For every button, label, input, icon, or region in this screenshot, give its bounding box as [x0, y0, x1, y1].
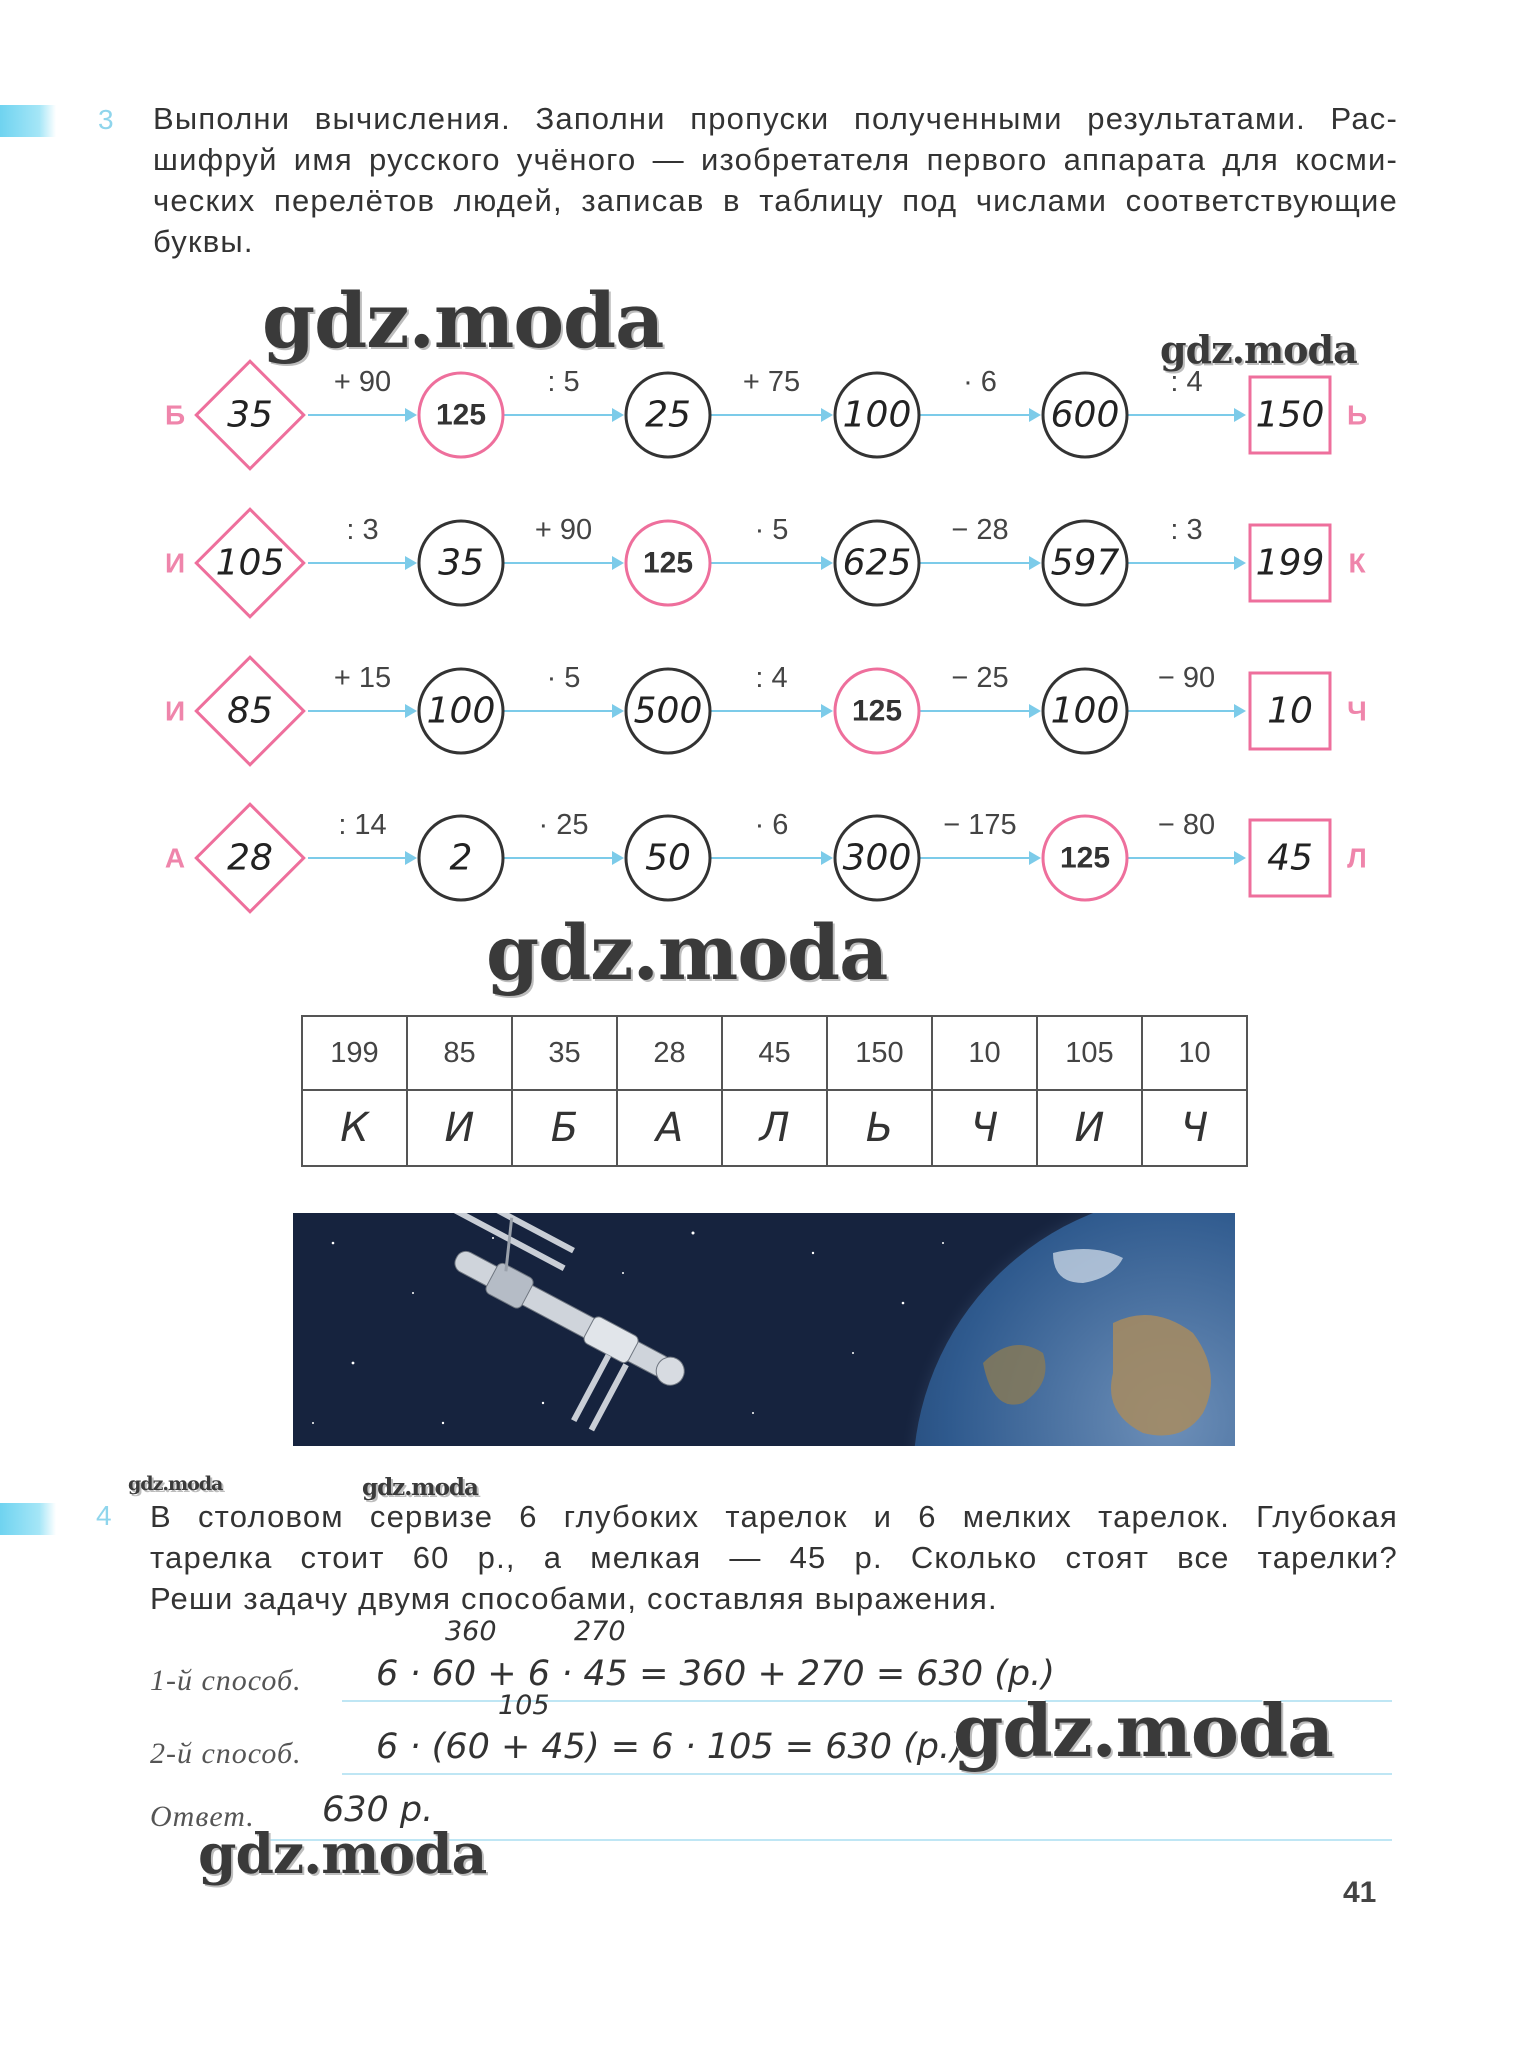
chain-operation: + 90: [534, 514, 593, 546]
decode-number-cell: 150: [827, 1016, 932, 1090]
chain-printed-value: 125: [851, 694, 903, 728]
space-station: [379, 1213, 711, 1446]
chain-arrowhead: [612, 704, 624, 718]
chain-printed-value: 125: [435, 398, 487, 432]
chain-operation: − 175: [943, 809, 1017, 841]
chain-arrowhead: [612, 556, 624, 570]
chain-operation: : 3: [1170, 514, 1203, 546]
chain-arrowhead: [612, 408, 624, 422]
chain-end-letter: Ч: [1347, 695, 1367, 727]
chain-arrowhead: [821, 408, 833, 422]
decode-letter-cell: Б: [512, 1090, 617, 1166]
chain-operation: : 14: [338, 809, 387, 841]
chain-arrowhead: [1029, 851, 1041, 865]
task-4-text: [150, 1496, 1398, 1619]
chain-start-letter: Б: [164, 399, 186, 431]
chain-written-value: 35: [227, 394, 273, 436]
watermark: gdz.moda: [486, 908, 888, 997]
watermark: gdz.moda: [362, 1474, 478, 1501]
task-3-line-1: Выполни вычисления. Заполни пропуски полученными результатами. Рас-: [153, 101, 1398, 136]
decode-number-cell: 28: [617, 1016, 722, 1090]
task-4-line-2: тарелка стоит 60 р., а мелкая — 45 р. Сколько стоят все тарелки?: [150, 1540, 1398, 1575]
chain-printed-value: 125: [1059, 841, 1111, 875]
chain-written-value: 35: [438, 542, 484, 584]
chain-operation: : 4: [1170, 366, 1203, 398]
chain-arrowhead: [405, 556, 417, 570]
chain-written-value: 300: [842, 837, 912, 879]
method-1-work: 6 · 60 + 6 · 45 = 360 + 270 = 630 (р.): [376, 1654, 1055, 1694]
calculation-chains: [0, 0, 1520, 940]
chain-arrowhead: [405, 851, 417, 865]
decode-letter-cell: И: [1037, 1090, 1142, 1166]
chain-written-value: 597: [1050, 542, 1120, 584]
method-2-note-105: 105: [498, 1690, 550, 1721]
chain-operation: · 5: [546, 662, 581, 694]
chain-written-value: 150: [1255, 394, 1325, 436]
watermark: gdz.moda: [262, 276, 664, 365]
answer-label: Ответ.: [150, 1800, 255, 1833]
decode-letter-cell: Л: [722, 1090, 827, 1166]
chain-arrowhead: [612, 851, 624, 865]
chain-operation: · 6: [754, 809, 789, 841]
decode-number-cell: 10: [1142, 1016, 1247, 1090]
chain-arrowhead: [405, 704, 417, 718]
page-number: 41: [1343, 1876, 1377, 1909]
chain-arrowhead: [821, 851, 833, 865]
chain-operation: − 25: [951, 662, 1009, 694]
chain-operation: · 6: [963, 366, 997, 398]
task-3-number: 3: [98, 104, 114, 135]
chain-arrowhead: [1029, 556, 1041, 570]
task-4-line-3: Реши задачу двумя способами, составляя выражения.: [150, 1581, 998, 1616]
method-2-work: 6 · (60 + 45) = 6 · 105 = 630 (р.): [376, 1727, 964, 1767]
chain-printed-value: 125: [642, 546, 694, 580]
decode-number-cell: 10: [932, 1016, 1037, 1090]
chain-arrowhead: [1234, 556, 1246, 570]
chain-written-value: 45: [1267, 837, 1313, 879]
answer-value: 630 р.: [322, 1790, 434, 1830]
chain-operation: : 3: [346, 514, 379, 546]
watermark: gdz.moda: [1160, 327, 1357, 372]
method-1-note-360: 360: [445, 1616, 497, 1647]
chain-operation: : 4: [755, 662, 788, 694]
decode-table-letters-row: [302, 1090, 1247, 1166]
task-3-line-3: ческих перелётов людей, записав в таблицу под числами соответствующие: [153, 183, 1398, 218]
space-scene: [293, 1213, 1235, 1446]
decode-table-numbers-row: [302, 1016, 1247, 1090]
decode-letter-cell: А: [617, 1090, 722, 1166]
decode-number-cell: 35: [512, 1016, 617, 1090]
decode-letter-cell: И: [407, 1090, 512, 1166]
chain-operation: · 25: [538, 809, 589, 841]
chain-end-letter: К: [1348, 547, 1366, 579]
chain-end-letter: Ь: [1346, 399, 1368, 431]
decode-number-cell: 199: [302, 1016, 407, 1090]
chain-written-value: 100: [842, 394, 912, 436]
decode-table: [301, 1015, 1248, 1167]
decode-number-cell: 105: [1037, 1016, 1142, 1090]
chain-arrowhead: [821, 556, 833, 570]
watermark: gdz.moda: [953, 1688, 1333, 1773]
chain-written-value: 625: [842, 542, 912, 584]
chain-operation: − 90: [1157, 662, 1216, 694]
chain-operation: · 5: [754, 514, 789, 546]
chain-operation: + 75: [742, 366, 801, 398]
chain-operation: + 90: [333, 366, 392, 398]
decode-letter-cell: К: [302, 1090, 407, 1166]
decode-letter-cell: Ч: [1142, 1090, 1247, 1166]
space-station-illustration: [293, 1213, 1235, 1446]
chain-arrowhead: [405, 408, 417, 422]
watermark: gdz.moda: [128, 1473, 223, 1495]
chain-operation: − 80: [1157, 809, 1216, 841]
watermark: gdz.moda: [198, 1821, 487, 1886]
chain-end-letter: Л: [1347, 842, 1367, 874]
chain-start-letter: А: [164, 842, 186, 874]
task-4-line-1: В столовом сервизе 6 глубоких тарелок и 6 мелких тарелок. Глубокая: [150, 1499, 1398, 1534]
decode-letter-cell: Ь: [827, 1090, 932, 1166]
chain-operation: : 5: [547, 366, 580, 398]
chain-written-value: 199: [1255, 542, 1325, 584]
chain-written-value: 50: [645, 837, 691, 879]
task-3-line-4: буквы.: [153, 224, 254, 259]
chain-written-value: 100: [1050, 690, 1120, 732]
chain-written-value: 25: [645, 394, 691, 436]
chain-start-letter: И: [164, 547, 186, 579]
chain-start-letter: И: [164, 695, 186, 727]
task-4-number: 4: [96, 1500, 112, 1531]
chain-arrowhead: [1234, 704, 1246, 718]
method-1-note-270: 270: [574, 1616, 626, 1647]
chain-written-value: 85: [227, 690, 273, 732]
chain-written-value: 105: [215, 542, 285, 584]
decode-number-cell: 45: [722, 1016, 827, 1090]
chain-arrowhead: [1029, 408, 1041, 422]
chain-operation: − 28: [951, 514, 1009, 546]
decode-letter-cell: Ч: [932, 1090, 1037, 1166]
chain-arrowhead: [1029, 704, 1041, 718]
chain-written-value: 2: [449, 837, 473, 879]
task-3-line-2: шифруй имя русского учёного — изобретателя первого аппарата для косми-: [153, 142, 1398, 177]
chain-written-value: 10: [1267, 690, 1313, 732]
decode-number-cell: 85: [407, 1016, 512, 1090]
chain-operation: + 15: [333, 662, 392, 694]
method-2-rule: [342, 1773, 1392, 1775]
chain-arrowhead: [1234, 851, 1246, 865]
method-1-label: 1-й способ.: [150, 1664, 302, 1697]
task-marker: [0, 1503, 56, 1535]
chain-arrowhead: [1234, 408, 1246, 422]
chain-arrowhead: [821, 704, 833, 718]
chain-written-value: 500: [633, 690, 703, 732]
stars: [312, 1232, 944, 1425]
method-2-label: 2-й способ.: [150, 1737, 302, 1770]
chain-written-value: 100: [426, 690, 496, 732]
chain-written-value: 600: [1050, 394, 1120, 436]
chain-written-value: 28: [227, 837, 273, 879]
